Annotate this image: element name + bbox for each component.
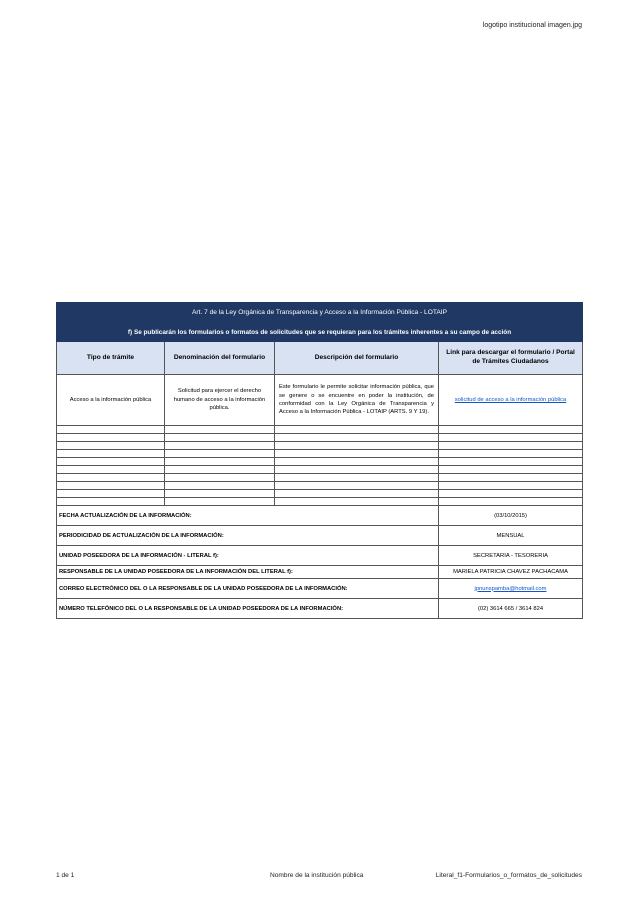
telefono-value: (02) 3614 665 / 3614 824 (439, 599, 583, 619)
empty-row (57, 442, 583, 450)
telefono-label: NÚMERO TELEFÓNICO DEL O LA RESPONSABLE DE LA UNIDAD POSEEDORA DE LA INFORMACIÓN: (57, 599, 439, 619)
table-subtitle: f) Se publicarán los formularios o formatos de solicitudes que se requieran para los trámites inherentes a su campo de acción (57, 323, 583, 342)
fecha-value: (03/10/2015) (439, 506, 583, 526)
table-title: Art. 7 de la Ley Orgánica de Transparencia y Acceso a la Información Pública - LOTAIP (57, 303, 583, 323)
column-header-descripcion: Descripción del formulario (275, 342, 439, 375)
lotaip-table (56, 302, 583, 619)
footer-institution: Nombre de la institución pública (270, 872, 364, 879)
info-row-unidad (57, 546, 583, 566)
cell-link (439, 375, 583, 426)
empty-row (57, 426, 583, 434)
cell-tipo: Acceso a la información pública (57, 375, 165, 426)
empty-row (57, 482, 583, 490)
unidad-label: UNIDAD POSEEDORA DE LA INFORMACIÓN - LITERAL f): (57, 546, 439, 566)
info-row-periodicidad (57, 526, 583, 546)
periodicidad-label: PERIODICIDAD DE ACTUALIZACIÓN DE LA INFORMACIÓN: (57, 526, 439, 546)
logo-placeholder-text: logotipo institucional imagen.jpg (482, 22, 582, 29)
empty-row (57, 498, 583, 506)
responsable-value: MARIELA PATRICIA CHAVEZ PACHACAMA (439, 566, 583, 579)
cell-descripcion: Este formulario le permite solicitar información pública, que se genere o se encuentre en poder la institución, de conformidad con la Ley Orgánica de Transparencia y Acceso a la Información Pública - LOTAIP (ARTS. 9 Y 19). (275, 375, 439, 426)
responsable-label: RESPONSABLE DE LA UNIDAD POSEEDORA DE LA INFORMACIÓN DEL LITERAL f): (57, 566, 439, 579)
unidad-value: SECRETARIA - TESORERIA (439, 546, 583, 566)
periodicidad-value: MENSUAL (439, 526, 583, 546)
column-header-link: Link para descargar el formulario / Portal de Trámites Ciudadanos (439, 342, 583, 375)
info-row-fecha (57, 506, 583, 526)
empty-row (57, 466, 583, 474)
info-row-telefono (57, 599, 583, 619)
empty-row (57, 450, 583, 458)
column-header-denominacion: Denominación del formulario (165, 342, 275, 375)
email-link[interactable]: jpnunspamba@hotmail.com (474, 585, 547, 592)
footer-page-number: 1 de 1 (56, 872, 75, 879)
info-row-correo (57, 579, 583, 599)
cell-denominacion: Solicitud para ejercer el derecho humano de acceso a la información pública. (165, 375, 275, 426)
table-row (57, 375, 583, 426)
column-header-tipo: Tipo de trámite (57, 342, 165, 375)
empty-row (57, 474, 583, 482)
footer-filename: Literal_f1-Formularios_o_formatos_de_solicitudes (435, 872, 582, 879)
info-row-responsable (57, 566, 583, 579)
fecha-label: FECHA ACTUALIZACIÓN DE LA INFORMACIÓN: (57, 506, 439, 526)
download-form-link[interactable]: solicitud de acceso a la información pública (454, 396, 567, 403)
empty-row (57, 434, 583, 442)
correo-label: CORREO ELECTRÓNICO DEL O LA RESPONSABLE DE LA UNIDAD POSEEDORA DE LA INFORMACIÓN: (57, 579, 439, 599)
empty-row (57, 490, 583, 498)
empty-row (57, 458, 583, 466)
correo-value (439, 579, 583, 599)
